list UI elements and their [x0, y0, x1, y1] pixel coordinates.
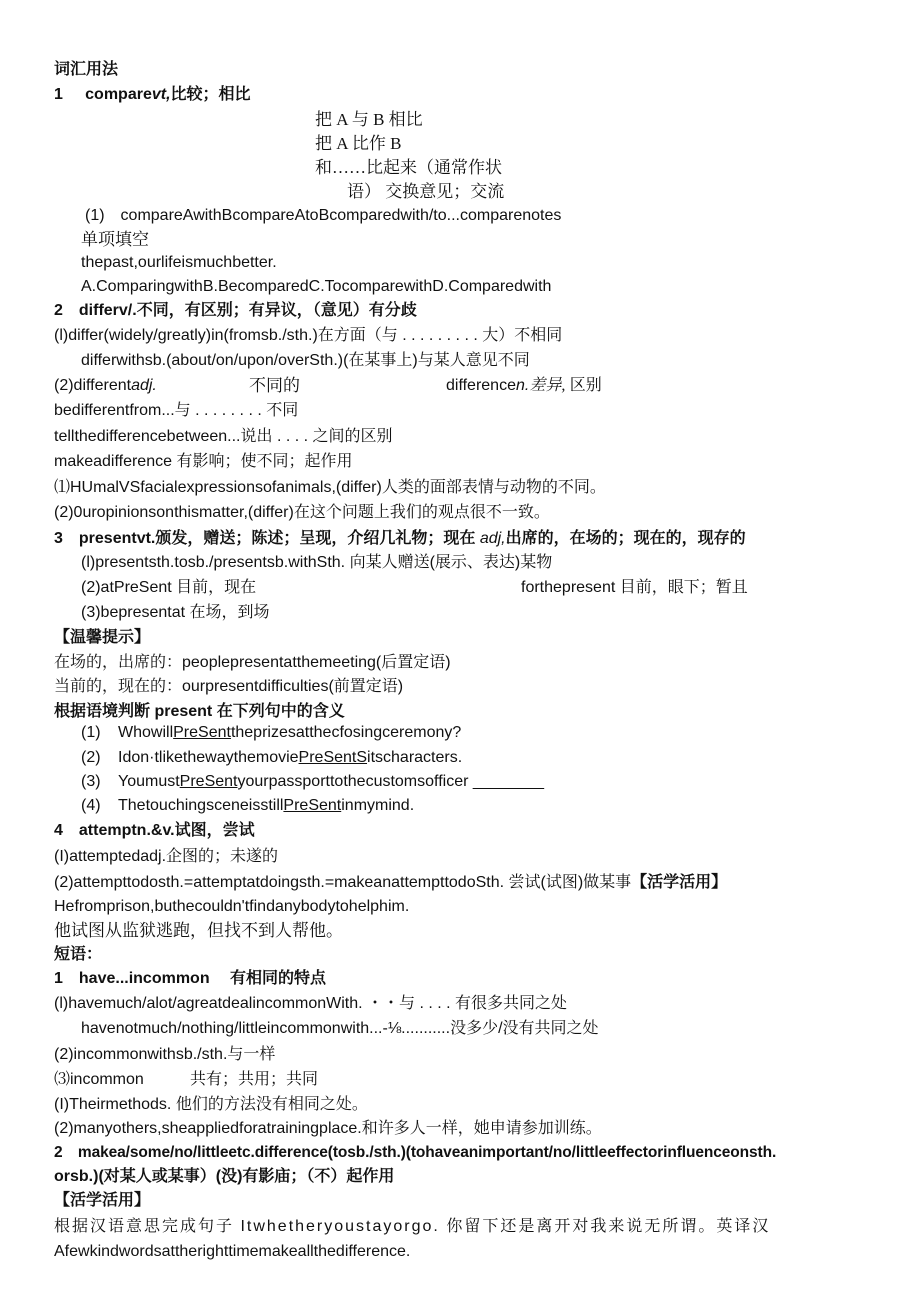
item-number: (2) — [81, 749, 101, 766]
item-text: itscharacters. — [367, 749, 463, 766]
text-line: 他试图从监狱逃跑，但找不到人帮他。 — [54, 921, 343, 940]
text-line — [446, 375, 602, 397]
list-item — [81, 795, 414, 817]
text-line: forthepresent 目前，眼下；暂且 — [521, 579, 748, 596]
phrase-2-heading: 2 makea/some/no/littleetc.difference(tosb./sth.)(tohaveanimportant/no/littleeffectorinfluenceonsth. — [54, 1144, 777, 1161]
section-4-heading: 4 attemptn.&v.试图，尝试 — [54, 822, 255, 839]
heading-pos: adj, — [479, 530, 506, 547]
item-text: Thetouchingsceneisstill — [118, 797, 284, 814]
pos: adj. — [131, 377, 157, 394]
meaning-line: 把 A 比作 B — [315, 134, 402, 153]
item-text: inmymind. — [341, 797, 415, 814]
item-text: Youmust — [118, 773, 180, 790]
section-2-heading: 2 differv/.不同，有区别；有异议，（意见）有分歧 — [54, 302, 417, 319]
text-part: (2)attempttodosth.=attemptatdoingsth.=makeanattempttodoSth. 尝试(试图)做某事 — [54, 874, 632, 891]
text-line: havenotmuch/nothing/littleincommonwith...-⅛...........没多少/没有共同之处 — [81, 1020, 599, 1037]
exercise-options: A.ComparingwithB.BecomparedC.TocomparewithD.Comparedwith — [81, 278, 552, 295]
text-line: Afewkindwordsattherighttimemakeallthedifference. — [54, 1243, 411, 1260]
item-text: yourpassporttothecustomsofficer ________ — [237, 773, 545, 790]
list-item — [81, 747, 462, 769]
meaning-line: 和……比起来（通常作状 — [315, 158, 502, 177]
phrase-2-heading-cont: orsb.)(对某人或某事）(没)有影庙；（不）起作用 — [54, 1168, 395, 1185]
practice-heading: 【活学活用】 — [54, 1192, 151, 1209]
phrase-list: (1) compareAwithBcompareAtoBcomparedwith/to...comparenotes — [85, 207, 562, 224]
text-line: tellthedifferencebetween...说出 . . . . 之间的区别 — [54, 428, 393, 445]
text-line: (2)manyothers,sheappliedforatrainingplace.和许多人一样，她申请参加训练。 — [54, 1120, 602, 1137]
text-line: 共有；共用；共同 — [190, 1071, 319, 1088]
section-1-word: compare — [85, 86, 152, 103]
text-line: (2)0uropinionsonthismatter,(differ)在这个问题上我们的观点很不一致。 — [54, 504, 550, 521]
item-number: (1) — [81, 724, 101, 741]
text-line: Hefromprison,buthecouldn'tfindanybodytohelphim. — [54, 898, 410, 915]
pos: n. — [515, 377, 530, 394]
exercise-question: thepast,ourlifeismuchbetter. — [81, 254, 277, 271]
exercise-label: 单项填空 — [81, 230, 149, 249]
text-line — [54, 375, 157, 397]
section-1-meaning: 比较；相比 — [170, 86, 251, 103]
text-line: (I)attemptedadj.企图的；未遂的 — [54, 848, 279, 865]
text-line: (2)incommonwithsb./sth.与一样 — [54, 1046, 276, 1063]
text-line: (3)bepresentat 在场，到场 — [81, 604, 270, 621]
item-text: theprizesatthecfosingceremony? — [230, 724, 462, 741]
text-line: 在场的，出席的：peoplepresentatthemeeting(后置定语) — [54, 654, 451, 671]
word: (2)different — [54, 377, 132, 394]
item-number: (3) — [81, 773, 101, 790]
text-line: 根据汉语意思完成句子 Itwhetheryoustayorgo. 你留下还是离开对我来说无所谓。英译汉 — [54, 1218, 771, 1235]
section-1-number: 1 — [54, 86, 63, 103]
phrases-heading: 短语： — [54, 946, 103, 963]
section-1-pos: vt, — [151, 86, 171, 103]
section-1-heading — [54, 84, 251, 106]
text-line: (2)atPreSent 目前，现在 — [81, 579, 257, 596]
text-line: (l)presentsth.tosb./presentsb.withSth. 向某人赠送(展示、表达)某物 — [81, 554, 553, 571]
underlined-word: PreSent — [283, 797, 342, 814]
underlined-word: PreSentS — [298, 749, 368, 766]
text-line: makeadifference 有影响；使不同；起作用 — [54, 453, 353, 470]
meaning-line: 语） 交换意见；交流 — [347, 182, 505, 201]
underlined-word: PreSent — [173, 724, 231, 741]
text-line: ⑴HUmalVSfacialexpressionsofanimals,(differ)人类的面部表情与动物的不同。 — [54, 479, 606, 496]
meaning-line: 把 A 与 B 相比 — [315, 110, 423, 129]
text-line: ⑶incommon — [54, 1071, 144, 1088]
item-number: (4) — [81, 797, 101, 814]
heading-part: 3 presentvt.颁发，赠送；陈述；呈现，介绍几礼物；现在 — [54, 530, 476, 547]
list-item — [81, 722, 461, 744]
list-item — [81, 771, 544, 793]
practice-heading: 【活学活用】 — [631, 874, 728, 891]
underlined-word: PreSent — [179, 773, 238, 790]
word-meaning: 区别 — [569, 377, 602, 394]
item-text: Idon·tlikethewaythemovie — [118, 749, 299, 766]
judge-heading: 根据语境判断 present 在下列句中的含义 — [54, 703, 345, 720]
page-title: 词汇用法 — [54, 61, 119, 78]
text-line: bedifferentfrom...与 . . . . . . . . 不同 — [54, 402, 299, 419]
word: difference — [446, 377, 516, 394]
text-line: (l)havemuch/alot/agreatdealincommonWith. ・・与 . . . . 有很多共同之处 — [54, 995, 568, 1012]
text-line: (l)differ(widely/greatly)in(fromsb./sth.)在方面（与 . . . . . . . . . 大）不相同 — [54, 327, 563, 344]
text-line — [54, 872, 727, 894]
item-text: Whowill — [118, 724, 174, 741]
text-line: differwithsb.(about/on/upon/overSth.)(在某事上)与某人意见不同 — [81, 352, 530, 369]
heading-part: 出席的，在场的；现在的，现存的 — [505, 530, 746, 547]
section-3-heading — [54, 528, 746, 550]
phrase-1-heading: 1 have...incommon 有相同的特点 — [54, 970, 327, 987]
tip-heading: 【温馨提示】 — [54, 629, 151, 646]
word-meaning: 不同的 — [249, 376, 300, 395]
word-meaning: 差异, — [529, 377, 566, 394]
text-line: (I)Theirmethods. 他们的方法没有相同之处。 — [54, 1096, 368, 1113]
text-line: 当前的，现在的：ourpresentdifficulties(前置定语) — [54, 678, 404, 695]
